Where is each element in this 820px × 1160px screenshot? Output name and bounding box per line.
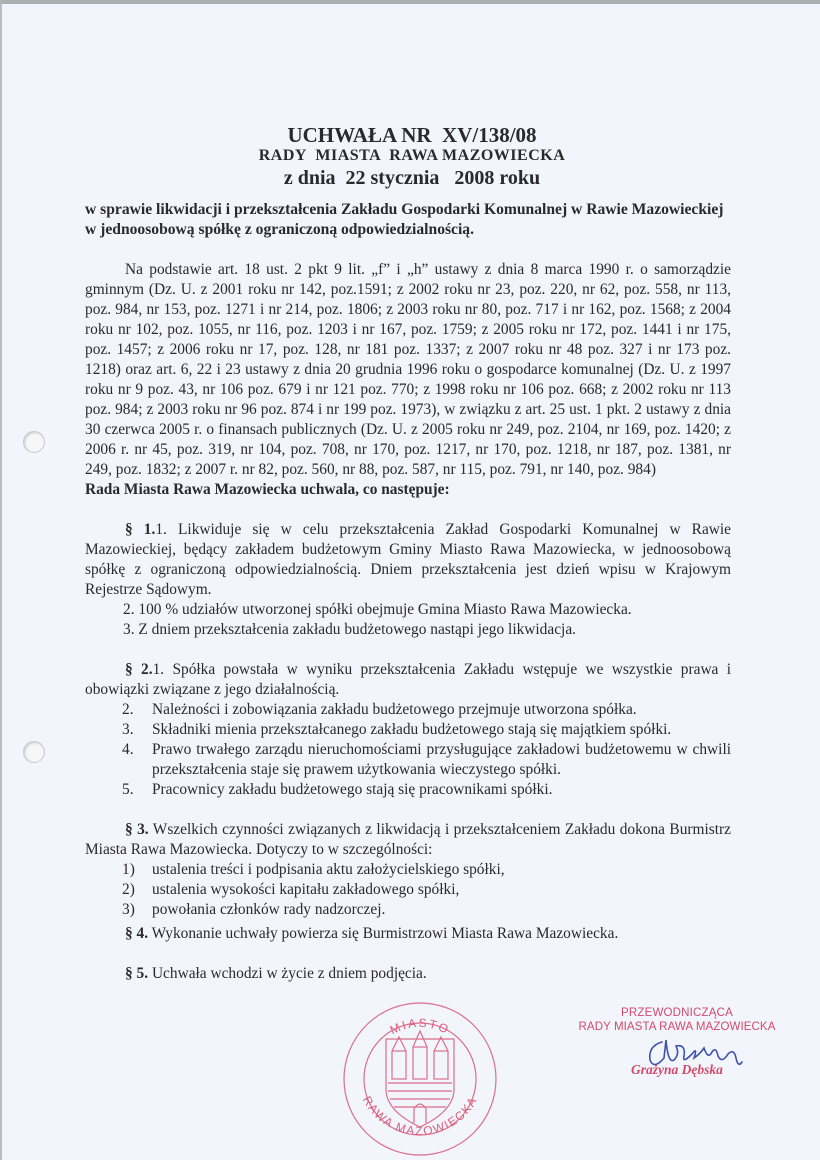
section-2 [85,660,731,800]
signatory-council: RADY MIASTA RAWA MAZOWIECKA [578,1021,776,1033]
punch-hole [23,431,45,453]
signatory-name: Grażyna Dębska [631,1062,723,1077]
list-item [85,720,731,740]
section-4-text: Wykonanie uchwały powierza się Burmistrzowi Miasta Rawa Mazowiecka. [148,925,619,942]
section-5 [85,964,731,984]
preamble-text: Na podstawie art. 18 ust. 2 pkt 9 lit. „f” i „h” ustawy z dnia 8 marca 1990 r. o samorządzie gminnym (Dz. U. z 2001 roku nr 142, poz.1591; z 2002 roku nr 23, poz. 220, nr 62, poz. 558, nr 113, poz. 984, nr 153, poz. 1271 i nr 214, poz. 1806; z 2003 roku nr 80, poz. 717 i nr 162, poz. 1568; z 2004 roku nr 102, poz. 1055, nr 116, poz. 1203 i nr 167, poz. 1759; z 2005 roku nr 172, poz. 1441 i nr 175, poz. 1457; z 2006 roku nr 17, poz. 128, nr 181 poz. 1337; z 2007 roku nr 48 poz. 327 i nr 173 poz. 1218) oraz art. 6, 22 i 23 ustawy z dnia 20 grudnia 1996 roku o gospodarce komunalnej (Dz. U. z 1997 roku nr 9 poz. 43, nr 106 poz. 679 i nr 121 poz. 770; z 1998 roku nr 106 poz. 668; z 2002 roku nr 113 poz. 984; z 2003 roku nr 96 poz. 874 i nr 199 poz. 1973), w związku z art. 25 ust. 1 pkt. 2 ustawy z dnia 30 czerwca 2005 r. o finansach publicznych (Dz. U. z 2005 roku nr 249, poz. 2104, nr 169, poz. 1420; z 2006 r. nr 45, poz. 319, nr 104, poz. 708, nr 170, poz. 1217, nr 170, poz. 1218, nr 187, poz. 1381, nr 249, poz. 1832; z 2007 r. nr 82, poz. 560, nr 88, poz. 587, nr 115, poz. 791, nr 140, poz. 984) [85,261,731,478]
list-item-text: Składniki mienia przekształcanego zakładu budżetowego stają się majątkiem spółki. [152,721,672,738]
section-3-p1-text: Wszelkich czynności związanych z likwidacją i przekształceniem Zakładu dokona Burmistrz Miasta Rawa Mazowiecka. Dotyczy to w szczególności: [85,821,731,858]
section-3-list [85,860,731,920]
list-item-number: 3. [122,721,134,738]
section-5-text: Uchwała wchodzi w życie z dniem podjęcia. [148,965,427,982]
section-1 [85,520,731,640]
signatory-title: PRZEWODNICZĄCA [620,1007,734,1019]
section-2-mark: § 2. [125,661,153,678]
section-4 [85,924,731,944]
council-name: RADY MIASTA RAWA MAZOWIECKA [258,147,566,164]
section-1-p2: 2. 100 % udziałów utworzonej spółki obejmuje Gmina Miasto Rawa Mazowiecka. [123,601,632,618]
section-3 [85,820,731,920]
list-item [85,900,731,920]
handwritten-signature [642,1034,752,1074]
list-item-text: Prawo trwałego zarządu nieruchomościami przysługujące zakładowi budżetowemu w chwili przekształcenia staje się prawem użytkowania wieczystego spółki. [152,741,731,778]
seal-bottom-text: RAWA MAZOWIECKA [359,1093,481,1139]
section-1-p3: 3. Z dniem przekształcenia zakładu budżetowego nastąpi jego likwidacja. [123,621,576,638]
section-2-list [85,700,731,800]
list-item [85,860,731,880]
list-item-number: 5. [122,781,134,798]
list-item-number: 1) [122,861,135,878]
resolution-subject: w sprawie likwidacji i przekształcenia Zakładu Gospodarki Komunalnej w Rawie Mazowieckiej w jednoosobową spółkę z ograniczoną odpowiedzialnością. [85,201,724,238]
section-3-mark: § 3. [125,821,149,838]
section-1-mark: § 1. [125,521,156,538]
city-seal-stamp [340,999,500,1159]
section-1-p1-text: 1. Likwiduje się w celu przekształcenia Zakład Gospodarki Komunalnej w Rawie Mazowieckiej, będący zakładem budżetowym Gminy Miasto Rawa Mazowiecka, w jednoosobową spółkę z ograniczoną odpowiedzialnością. Dniem przekształcenia jest dzień wpisu w Krajowym Rejestrze Sądowym. [85,521,732,598]
section-2-p1 [85,660,731,700]
list-item [85,740,731,780]
resolution-title: UCHWAŁA NR XV/138/08 [287,123,537,147]
list-item [85,880,731,900]
preamble [85,260,731,500]
list-item [85,700,731,720]
list-item-text: Należności i zobowiązania zakładu budżetowego przejmuje utworzona spółka. [152,701,637,718]
list-item-number: 2) [122,881,135,898]
section-2-p1-text: 1. Spółka powstała w wyniku przekształcenia Zakładu wstępuje we wszystkie prawa i obowiązki związane z jego działalnością. [85,661,731,698]
section-5-mark: § 5. [125,965,149,982]
list-item-text: powołania członków rady nadzorczej. [152,901,386,918]
list-item-text: ustalenia wysokości kapitału zakładowego spółki, [152,881,460,898]
resolution-header [2,124,820,190]
svg-text:MIASTO [388,1016,453,1037]
list-item-text: ustalenia treści i podpisania aktu założycielskiego spółki, [152,861,505,878]
list-item-number: 3) [122,901,135,918]
section-1-p1 [85,520,731,600]
list-item-number: 2. [122,701,134,718]
seal-top-text: MIASTO [387,1015,453,1038]
resolution-date: z dnia 22 stycznia 2008 roku [283,167,541,189]
list-item-text: Pracownicy zakładu budżetowego stają się pracownikami spółki. [152,781,553,798]
section-4-mark: § 4. [125,925,149,942]
svg-text:RAWA MAZOWIECKA [360,1094,480,1138]
section-3-p1 [85,820,731,860]
punch-hole [23,741,45,763]
preamble-resolves: Rada Miasta Rawa Mazowiecka uchwala, co następuje: [85,481,450,498]
list-item [85,780,731,800]
list-item-number: 4. [122,741,134,758]
